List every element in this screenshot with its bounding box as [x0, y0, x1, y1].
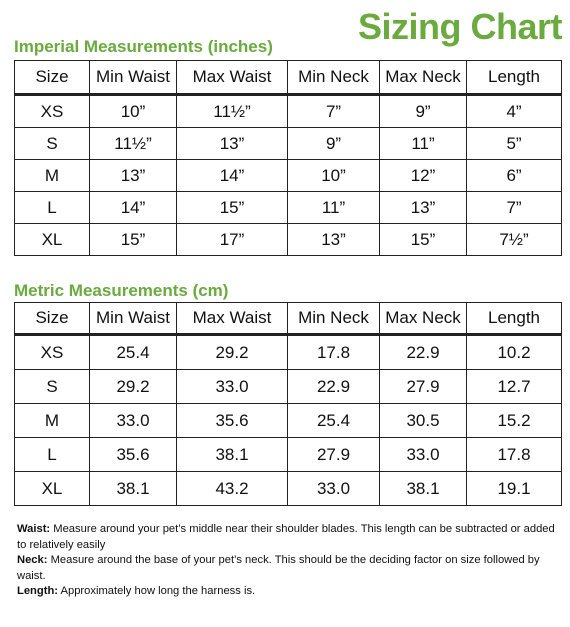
min-neck-cell: 17.8 — [288, 335, 380, 370]
length-note — [17, 584, 557, 600]
metric-table — [14, 302, 562, 506]
max-waist-cell: 35.6 — [177, 404, 288, 438]
size-cell: XL — [15, 472, 90, 506]
waist-note-text: Measure around your pet’s middle near their shoulder blades. This length can be subtracted or added to relatively easily — [17, 523, 555, 551]
column-header-length: Length — [467, 303, 562, 335]
max-waist-cell: 14” — [177, 160, 288, 192]
max-waist-cell: 38.1 — [177, 438, 288, 472]
max-waist-cell: 17” — [177, 224, 288, 256]
length-cell: 7½” — [467, 224, 562, 256]
min-neck-cell: 27.9 — [288, 438, 380, 472]
max-neck-cell: 11” — [380, 128, 467, 160]
size-cell: S — [15, 128, 90, 160]
min-neck-cell: 11” — [288, 192, 380, 224]
length-cell: 4” — [467, 95, 562, 128]
min-neck-cell: 25.4 — [288, 404, 380, 438]
metric-heading: Metric Measurements (cm) — [14, 281, 229, 300]
size-cell: XS — [15, 335, 90, 370]
column-header-size: Size — [15, 303, 90, 335]
column-header-min-neck: Min Neck — [288, 303, 380, 335]
size-cell: XS — [15, 95, 90, 128]
page-title: Sizing Chart — [357, 6, 562, 47]
column-header-max-neck: Max Neck — [380, 61, 467, 95]
min-waist-cell: 13” — [90, 160, 177, 192]
max-waist-cell: 11½” — [177, 95, 288, 128]
max-neck-cell: 33.0 — [380, 438, 467, 472]
length-cell: 12.7 — [467, 370, 562, 404]
min-waist-cell: 33.0 — [90, 404, 177, 438]
neck-note — [17, 553, 557, 584]
min-neck-cell: 33.0 — [288, 472, 380, 506]
min-neck-cell: 9” — [288, 128, 380, 160]
size-cell: L — [15, 192, 90, 224]
waist-note — [17, 522, 557, 553]
table-header-row — [15, 61, 562, 95]
size-cell: M — [15, 160, 90, 192]
neck-note-label: Neck: — [17, 554, 48, 566]
min-waist-cell: 29.2 — [90, 370, 177, 404]
table-row — [15, 335, 562, 370]
column-header-min-waist: Min Waist — [90, 61, 177, 95]
min-waist-cell: 11½” — [90, 128, 177, 160]
min-waist-cell: 14” — [90, 192, 177, 224]
table-row — [15, 370, 562, 404]
size-cell: S — [15, 370, 90, 404]
table-row — [15, 472, 562, 506]
table-header-row — [15, 303, 562, 335]
max-neck-cell: 27.9 — [380, 370, 467, 404]
max-neck-cell: 9” — [380, 95, 467, 128]
imperial-heading: Imperial Measurements (inches) — [14, 37, 273, 56]
column-header-max-waist: Max Waist — [177, 61, 288, 95]
min-neck-cell: 7” — [288, 95, 380, 128]
column-header-size: Size — [15, 61, 90, 95]
size-cell: M — [15, 404, 90, 438]
column-header-length: Length — [467, 61, 562, 95]
min-neck-cell: 22.9 — [288, 370, 380, 404]
length-cell: 6” — [467, 160, 562, 192]
table-row — [15, 192, 562, 224]
max-neck-cell: 12” — [380, 160, 467, 192]
table-row — [15, 95, 562, 128]
imperial-table — [14, 60, 562, 256]
column-header-min-neck: Min Neck — [288, 61, 380, 95]
max-neck-cell: 15” — [380, 224, 467, 256]
column-header-min-waist: Min Waist — [90, 303, 177, 335]
min-waist-cell: 10” — [90, 95, 177, 128]
min-waist-cell: 15” — [90, 224, 177, 256]
length-note-label: Length: — [17, 585, 59, 597]
table-row — [15, 404, 562, 438]
max-waist-cell: 15” — [177, 192, 288, 224]
max-waist-cell: 43.2 — [177, 472, 288, 506]
size-cell: L — [15, 438, 90, 472]
column-header-max-waist: Max Waist — [177, 303, 288, 335]
size-cell: XL — [15, 224, 90, 256]
table-row — [15, 224, 562, 256]
table-row — [15, 160, 562, 192]
length-cell: 19.1 — [467, 472, 562, 506]
table-row — [15, 438, 562, 472]
max-neck-cell: 22.9 — [380, 335, 467, 370]
max-waist-cell: 29.2 — [177, 335, 288, 370]
length-cell: 5” — [467, 128, 562, 160]
max-neck-cell: 38.1 — [380, 472, 467, 506]
length-cell: 10.2 — [467, 335, 562, 370]
min-waist-cell: 35.6 — [90, 438, 177, 472]
min-neck-cell: 10” — [288, 160, 380, 192]
length-cell: 15.2 — [467, 404, 562, 438]
length-note-text: Approximately how long the harness is. — [58, 585, 256, 597]
max-waist-cell: 33.0 — [177, 370, 288, 404]
max-neck-cell: 30.5 — [380, 404, 467, 438]
column-header-max-neck: Max Neck — [380, 303, 467, 335]
max-waist-cell: 13” — [177, 128, 288, 160]
table-row — [15, 128, 562, 160]
waist-note-label: Waist: — [17, 523, 51, 535]
min-waist-cell: 38.1 — [90, 472, 177, 506]
max-neck-cell: 13” — [380, 192, 467, 224]
length-cell: 7” — [467, 192, 562, 224]
min-neck-cell: 13” — [288, 224, 380, 256]
length-cell: 17.8 — [467, 438, 562, 472]
neck-note-text: Measure around the base of your pet’s neck. This should be the deciding factor on size followed by waist. — [17, 554, 540, 582]
measurement-notes — [17, 522, 557, 600]
min-waist-cell: 25.4 — [90, 335, 177, 370]
